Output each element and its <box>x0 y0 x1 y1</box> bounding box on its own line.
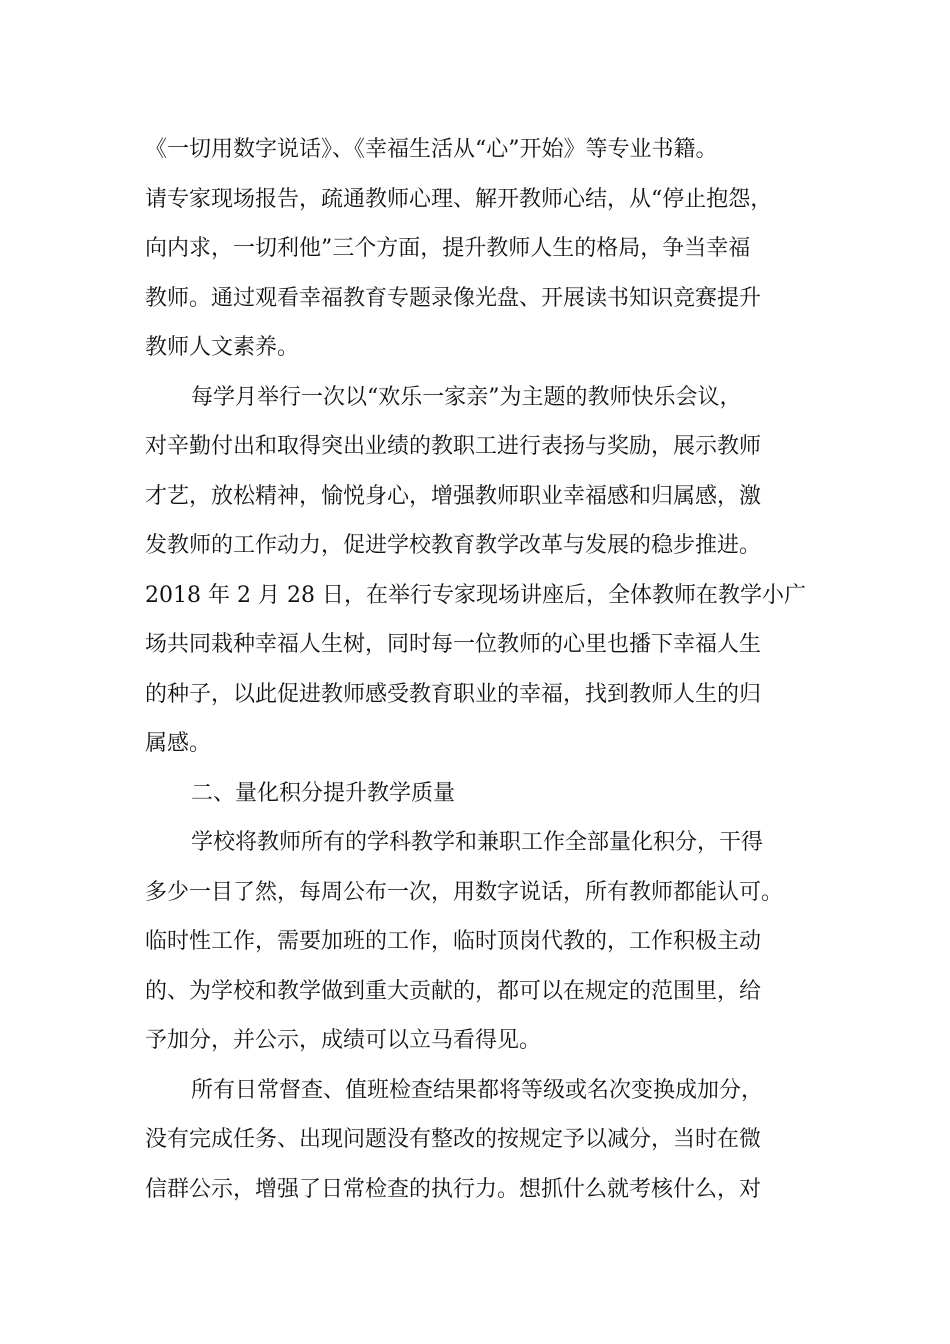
text-line: 予加分，并公示，成绩可以立马看得见。 <box>145 1028 542 1053</box>
text-line: 临时性工作，需要加班的工作，临时顶岗代教的，工作积极主动 <box>145 929 762 954</box>
text-line: 教师人文素养。 <box>145 335 300 360</box>
text-line: 向内求，一切利他”三个方面，提升教师人生的格局，争当幸福 <box>145 236 751 261</box>
text-line: 没有完成任务、出现问题没有整改的按规定予以减分，当时在微 <box>145 1127 762 1152</box>
document-body <box>145 125 825 1214</box>
text-line: 二、量化积分提升教学质量 <box>191 780 456 806</box>
text-line: 《一切用数字说话》、《幸福生活从“心”开始》等专业书籍。 <box>145 137 718 162</box>
text-line: 2018 年 2 月 28 日，在举行专家现场讲座后，全体教师在教学小广 <box>145 582 806 608</box>
text-line: 场共同栽种幸福人生树，同时每一位教师的心里也播下幸福人生 <box>145 632 762 657</box>
text-line: 属感。 <box>145 731 212 756</box>
text-line: 请专家现场报告，疏通教师心理、解开教师心结，从“停止抱怨， <box>145 186 773 212</box>
text-line: 多少一目了然，每周公布一次，用数字说话，所有教师都能认可。 <box>145 879 784 905</box>
text-line: 发教师的工作动力，促进学校教育教学改革与发展的稳步推进。 <box>145 533 762 558</box>
text-line: 教师。通过观看幸福教育专题录像光盘、开展读书知识竞赛提升 <box>145 285 762 311</box>
text-line: 对辛勤付出和取得突出业绩的教职工进行表扬与奖励，展示教师 <box>145 434 762 459</box>
text-line: 学校将教师所有的学科教学和兼职工作全部量化积分，干得 <box>191 830 764 855</box>
text-line: 的、为学校和教学做到重大贡献的，都可以在规定的范围里，给 <box>145 978 762 1004</box>
text-line: 信群公示，增强了日常检查的执行力。想抓什么就考核什么，对 <box>145 1176 762 1202</box>
text-line: 的种子，以此促进教师感受教育职业的幸福，找到教师人生的归 <box>145 681 762 707</box>
text-line: 每学月举行一次以“欢乐一家亲”为主题的教师快乐会议， <box>191 384 742 410</box>
text-line: 才艺，放松精神，愉悦身心，增强教师职业幸福感和归属感，激 <box>145 483 762 509</box>
text-line: 所有日常督查、值班检查结果都将等级或名次变换成加分， <box>191 1077 764 1103</box>
